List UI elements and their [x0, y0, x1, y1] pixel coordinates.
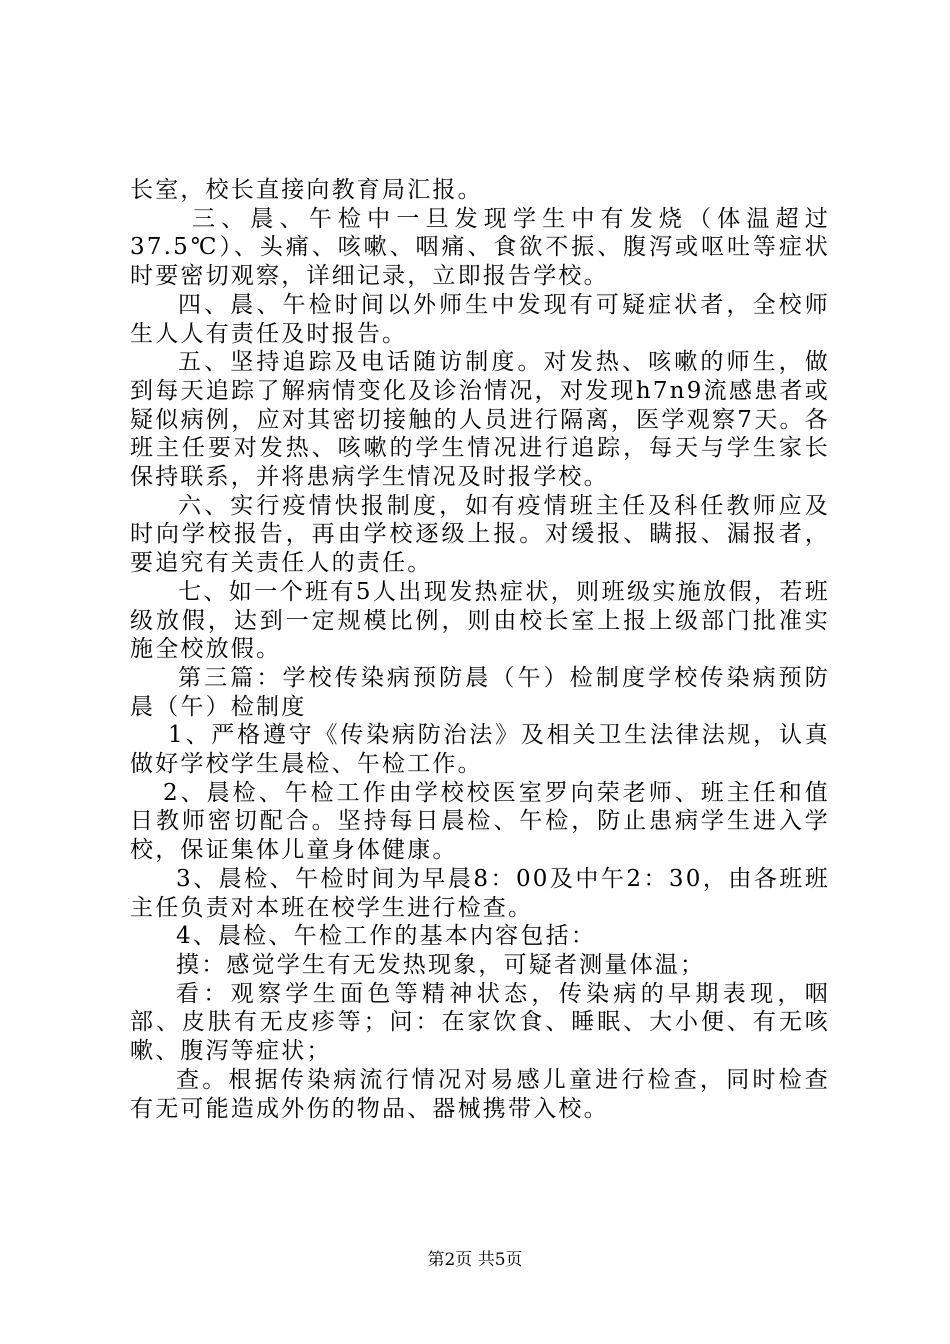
check-inspect: 查。根据传染病流行情况对易感儿童进行检查，同时检查有无可能造成外伤的物品、器械携带入校。 [130, 1066, 830, 1122]
rule-item-1: 1、严格遵守《传染病防治法》及相关卫生法律法规，认真做好学校学生晨检、午检工作。 [130, 722, 830, 778]
paragraph-item-4: 四、晨、午检时间以外师生中发现有可疑症状者，全校师生人人有责任及时报告。 [130, 291, 830, 347]
check-look: 看：观察学生面色等精神状态，传染病的早期表现，咽部、皮肤有无皮疹等；问：在家饮食、睡眠、大小便、有无咳嗽、腹泻等症状； [130, 980, 830, 1065]
paragraph-item-7: 七、如一个班有5人出现发热症状，则班级实施放假，若班级放假，达到一定规模比例，则由校长室上报上级部门批准实施全校放假。 [130, 578, 830, 663]
paragraph-continuation: 长室，校长直接向教育局汇报。 [130, 177, 483, 203]
page-number: 第2页 共5页 [427, 1250, 523, 1270]
section-heading: 第三篇：学校传染病预防晨（午）检制度学校传染病预防晨（午）检制度 [130, 664, 830, 720]
rule-item-3: 3、晨检、午检时间为早晨8：00及中午2：30，由各班班主任负责对本班在校学生进行检查。 [130, 865, 830, 921]
rule-item-2: 2、晨检、午检工作由学校校医室罗向荣老师、班主任和值日教师密切配合。坚持每日晨检、午检，防止患病学生进入学校，保证集体儿童身体健康。 [130, 779, 830, 864]
document-body [130, 176, 830, 1123]
check-touch: 摸：感觉学生有无发热现象，可疑者测量体温； [176, 951, 706, 978]
paragraph-item-3: 三、晨、午检中一旦发现学生中有发烧（体温超过37.5℃）、头痛、咳嗽、咽痛、食欲不振、腹泻或呕吐等症状时要密切观察，详细记录，立即报告学校。 [130, 205, 830, 290]
paragraph-item-5: 五、坚持追踪及电话随访制度。对发热、咳嗽的师生，做到每天追踪了解病情变化及诊治情况，对发现h7n9流感患者或疑似病例，应对其密切接触的人员进行隔离，医学观察7天。各班主任要对发热、咳嗽的学生情况进行追踪，每天与学生家长保持联系，并将患病学生情况及时报学校。 [130, 349, 830, 491]
paragraph-item-6: 六、实行疫情快报制度，如有疫情班主任及科任教师应及时向学校报告，再由学校逐级上报。对缓报、瞒报、漏报者，要追究有关责任人的责任。 [130, 492, 830, 577]
rule-item-4: 4、晨检、午检工作的基本内容包括： [176, 923, 597, 950]
